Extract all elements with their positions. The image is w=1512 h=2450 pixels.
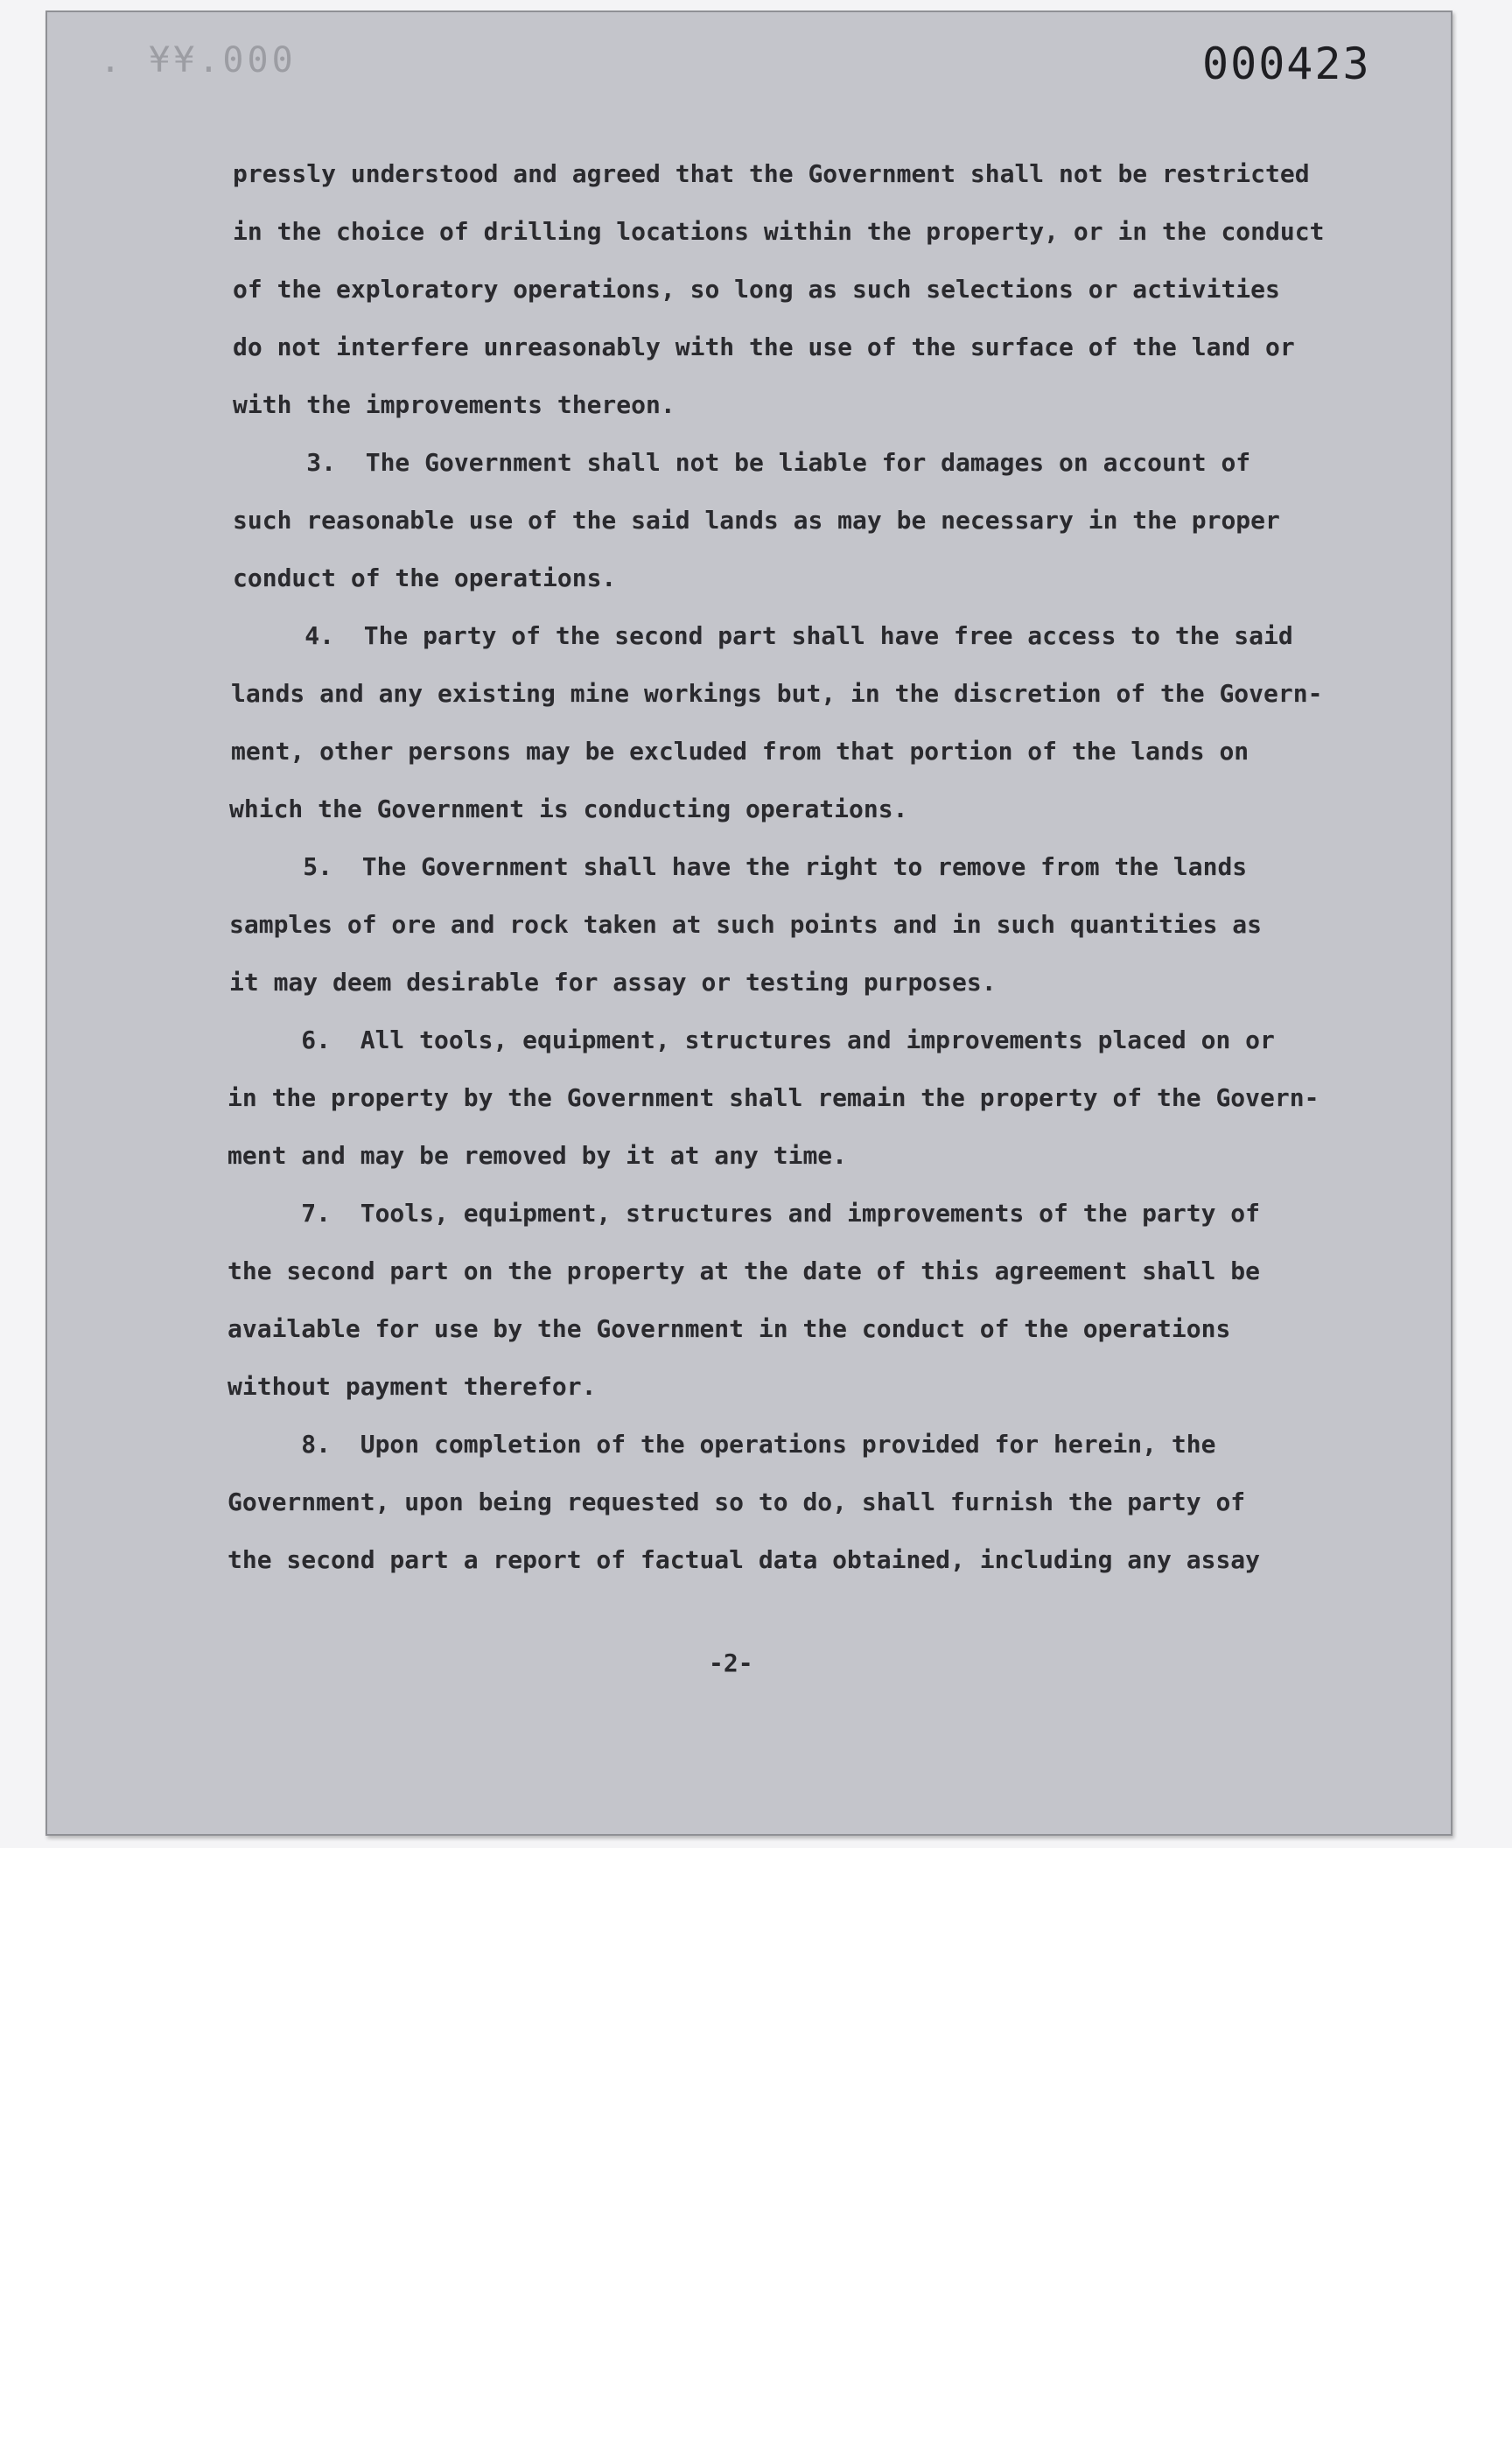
text-line: with the improvements thereon. xyxy=(233,390,676,419)
text-line: 4. The party of the second part shall have free access to the said xyxy=(231,621,1293,650)
typewritten-page xyxy=(46,10,1452,1836)
text-line: such reasonable use of the said lands as may be necessary in the proper xyxy=(233,506,1280,535)
text-line: in the choice of drilling locations within the property, or in the conduct xyxy=(233,217,1325,246)
text-line: ment, other persons may be excluded from that portion of the lands on xyxy=(231,737,1250,766)
text-line: 3. The Government shall not be liable for damages on account of xyxy=(233,448,1251,477)
text-line: available for use by the Government in the conduct of the operations xyxy=(228,1314,1231,1343)
text-line: samples of ore and rock taken at such points and in such quantities as xyxy=(229,910,1263,939)
document-number: 000423 xyxy=(1202,38,1371,89)
text-line: the second part a report of factual data obtained, including any assay xyxy=(228,1545,1261,1574)
text-line: ment and may be removed by it at any time. xyxy=(228,1141,848,1170)
text-line: without payment therefor. xyxy=(228,1372,597,1401)
text-line: it may deem desirable for assay or testing purposes. xyxy=(229,968,997,997)
text-line: do not interfere unreasonably with the use of the surface of the land or xyxy=(233,332,1295,361)
text-line: Government, upon being requested so to do, shall furnish the party of xyxy=(228,1488,1246,1516)
text-line: conduct of the operations. xyxy=(233,564,617,592)
text-line: pressly understood and agreed that the Government shall not be restricted xyxy=(233,159,1310,188)
text-line: 6. All tools, equipment, structures and improvements placed on or xyxy=(228,1026,1275,1054)
text-line: which the Government is conducting operations. xyxy=(229,794,908,823)
text-line: in the property by the Government shall remain the property of the Govern- xyxy=(228,1083,1320,1112)
text-line: the second part on the property at the date of this agreement shall be xyxy=(228,1256,1261,1285)
page-number: -2- xyxy=(709,1648,753,1677)
faded-corner-marks: . ¥¥.000 xyxy=(100,40,297,80)
text-line: of the exploratory operations, so long as such selections or activities xyxy=(233,275,1280,304)
text-line: lands and any existing mine workings but, in the discretion of the Govern- xyxy=(231,679,1323,708)
text-line: 5. The Government shall have the right to remove from the lands xyxy=(229,852,1248,881)
text-line: 8. Upon completion of the operations provided for herein, the xyxy=(228,1430,1216,1459)
text-line: 7. Tools, equipment, structures and improvements of the party of xyxy=(228,1199,1261,1228)
